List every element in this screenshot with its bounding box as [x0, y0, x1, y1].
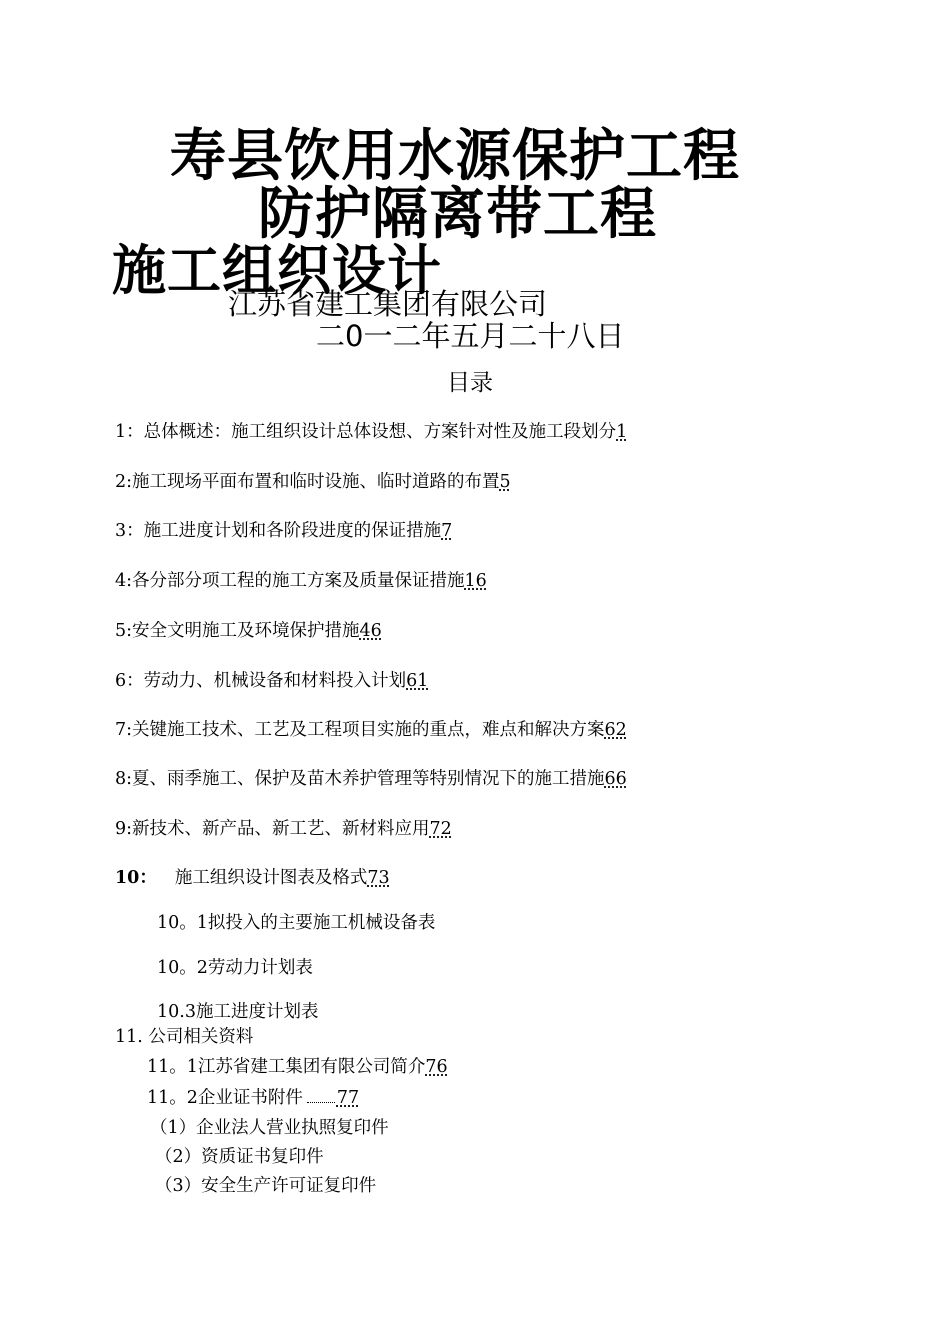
document-date: 二0一二年五月二十八日 [316, 319, 625, 353]
toc-page-number[interactable]: 46 [359, 621, 382, 641]
toc-page-number[interactable]: 66 [604, 769, 627, 789]
toc-entry-7[interactable]: 7:关键施工技术、工艺及工程项目实施的重点，难点和解决方案62 [115, 720, 627, 740]
toc-entry-10-3[interactable]: 10.3施工进度计划表 [157, 1002, 319, 1022]
toc-entry-1[interactable]: 1：总体概述：施工组织设计总体设想、方案针对性及施工段划分1 [115, 422, 628, 442]
toc-page-number[interactable]: 61 [406, 671, 429, 691]
toc-entry-9[interactable]: 9:新技术、新产品、新工艺、新材料应用72 [115, 819, 452, 839]
toc-page-number[interactable]: 5 [499, 472, 511, 492]
doc-title-line-1: 寿县饮用水源保护工程 [170, 124, 740, 189]
toc-entry-11-2-1[interactable]: （1）企业法人营业执照复印件 [150, 1118, 389, 1138]
toc-heading: 目录 [447, 370, 493, 396]
toc-entry-8[interactable]: 8:夏、雨季施工、保护及苗木养护管理等特别情况下的施工措施66 [115, 769, 627, 789]
toc-page-number[interactable]: 76 [425, 1057, 448, 1077]
toc-leader [307, 1102, 335, 1103]
toc-page-number[interactable]: 1 [616, 422, 628, 442]
toc-entry-3[interactable]: 3：施工进度计划和各阶段进度的保证措施7 [115, 521, 453, 541]
toc-page-number[interactable]: 16 [464, 571, 487, 591]
toc-page-number[interactable]: 72 [429, 819, 452, 839]
toc-entry-2[interactable]: 2:施工现场平面布置和临时设施、临时道路的布置5 [115, 472, 511, 492]
toc-page-number[interactable]: 77 [336, 1088, 360, 1108]
toc-entry-4[interactable]: 4:各分部分项工程的施工方案及质量保证措施16 [115, 571, 487, 591]
toc-page-number[interactable]: 62 [604, 720, 627, 740]
toc-page-number[interactable]: 73 [367, 868, 390, 888]
toc-entry-11-1[interactable]: 11。1江苏省建工集团有限公司简介76 [147, 1057, 448, 1077]
toc-entry-11-2[interactable]: 11。2企业证书附件 77 [147, 1088, 360, 1108]
toc-number: 10： [115, 868, 157, 888]
toc-page-number[interactable]: 7 [441, 521, 453, 541]
toc-entry-10-2[interactable]: 10。2劳动力计划表 [157, 958, 313, 978]
doc-title-line-3: 施工组织设计 [112, 239, 442, 302]
toc-entry-11[interactable]: 11. 公司相关资料 [115, 1027, 254, 1047]
toc-entry-10-1[interactable]: 10。1拟投入的主要施工机械设备表 [157, 913, 436, 933]
doc-title-line-2: 防护隔离带工程 [258, 182, 657, 247]
toc-entry-5[interactable]: 5:安全文明施工及环境保护措施46 [115, 621, 382, 641]
toc-entry-11-2-2[interactable]: （2）资质证书复印件 [155, 1147, 324, 1167]
toc-entry-6[interactable]: 6：劳动力、机械设备和材料投入计划61 [115, 671, 429, 691]
company-name: 江苏省建工集团有限公司 [228, 287, 548, 321]
toc-entry-11-2-3[interactable]: （3）安全生产许可证复印件 [155, 1176, 377, 1196]
toc-entry-10[interactable]: 10： 施工组织设计图表及格式73 [115, 868, 390, 888]
